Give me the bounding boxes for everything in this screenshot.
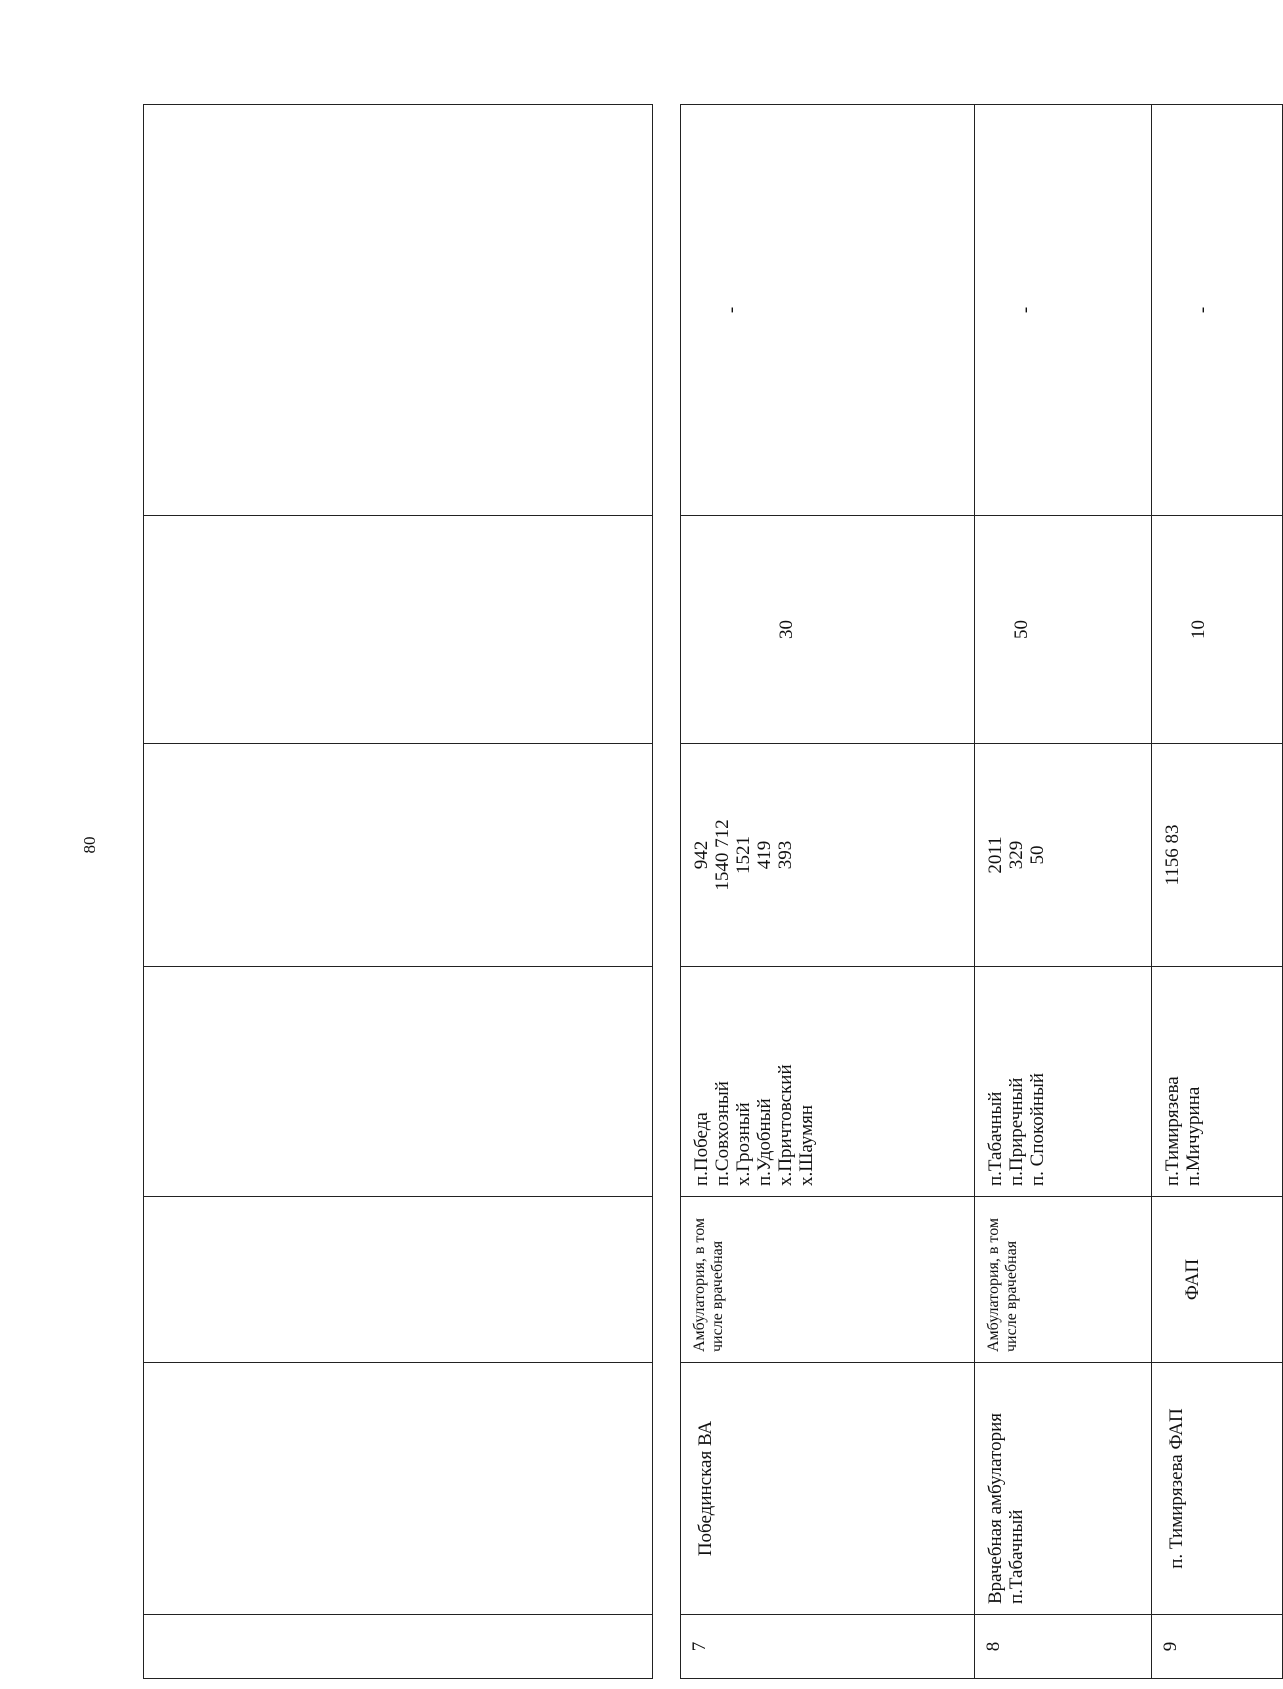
table-cell xyxy=(144,1615,653,1679)
row-number: 7 xyxy=(681,1615,975,1679)
page-number: 80 xyxy=(80,836,99,854)
population-value: 942 xyxy=(691,840,712,870)
table-row-blank xyxy=(144,105,653,1679)
table-cell xyxy=(144,744,653,967)
settlement: п.Табачный xyxy=(985,1091,1006,1186)
table-row xyxy=(1152,105,1283,1679)
capacity: 10 xyxy=(1152,516,1283,744)
facilities-table xyxy=(143,104,1283,1679)
settlement: х.Грозный xyxy=(733,1102,754,1186)
population-value: 419 xyxy=(754,840,775,870)
facility-name: Побединская ВА xyxy=(681,1363,975,1615)
row-number: 8 xyxy=(975,1615,1152,1679)
row-number: 9 xyxy=(1152,1615,1283,1679)
settlement: п.Приречный xyxy=(1006,1077,1027,1186)
capacity: 50 xyxy=(975,516,1152,744)
population-value: 2011 xyxy=(985,836,1006,874)
facility-type: ФАП xyxy=(1152,1197,1283,1363)
capacity: 30 xyxy=(681,516,975,744)
population xyxy=(1152,744,1283,967)
table-cell xyxy=(144,967,653,1197)
settlements xyxy=(1152,967,1283,1197)
facility-name: п. Тимирязева ФАП xyxy=(1152,1363,1283,1615)
population-value: 1540 712 xyxy=(712,819,733,891)
settlement: х.Причтовский xyxy=(775,1064,796,1186)
extra-value: - xyxy=(1152,105,1283,516)
settlement: х.Шаумян xyxy=(796,1104,817,1186)
table-cell xyxy=(653,105,681,1679)
settlement: п.Мичурина xyxy=(1183,1086,1204,1186)
table-cell xyxy=(144,1363,653,1615)
population-value: 329 xyxy=(1006,840,1027,870)
facility-type: Амбулатория, в том числе врачебная xyxy=(681,1197,975,1363)
population-value: 50 xyxy=(1027,845,1048,865)
settlement: п.Удобный xyxy=(754,1098,775,1186)
settlement: п. Спокойный xyxy=(1027,1072,1048,1186)
extra-value: - xyxy=(681,105,975,516)
table-cell xyxy=(144,516,653,744)
facility-name: Врачебная амбулатория п.Табачный xyxy=(975,1363,1152,1615)
facility-type: Амбулатория, в том числе врачебная xyxy=(975,1197,1152,1363)
settlements xyxy=(681,967,975,1197)
settlement: п.Тимирязева xyxy=(1162,1076,1183,1186)
rotated-table-container xyxy=(143,105,1213,1679)
population xyxy=(975,744,1152,967)
settlements xyxy=(975,967,1152,1197)
table-cell xyxy=(144,105,653,516)
extra-value: - xyxy=(975,105,1152,516)
settlement: п.Совхозный xyxy=(712,1081,733,1186)
table-row xyxy=(681,105,975,1679)
population-value: 1521 xyxy=(733,836,754,874)
table-row xyxy=(975,105,1152,1679)
table-gap xyxy=(653,105,681,1679)
settlement: п.Победа xyxy=(691,1112,712,1186)
population-value: 1156 83 xyxy=(1162,824,1183,886)
table-cell xyxy=(144,1197,653,1363)
population-value: 393 xyxy=(775,840,796,870)
population xyxy=(681,744,975,967)
